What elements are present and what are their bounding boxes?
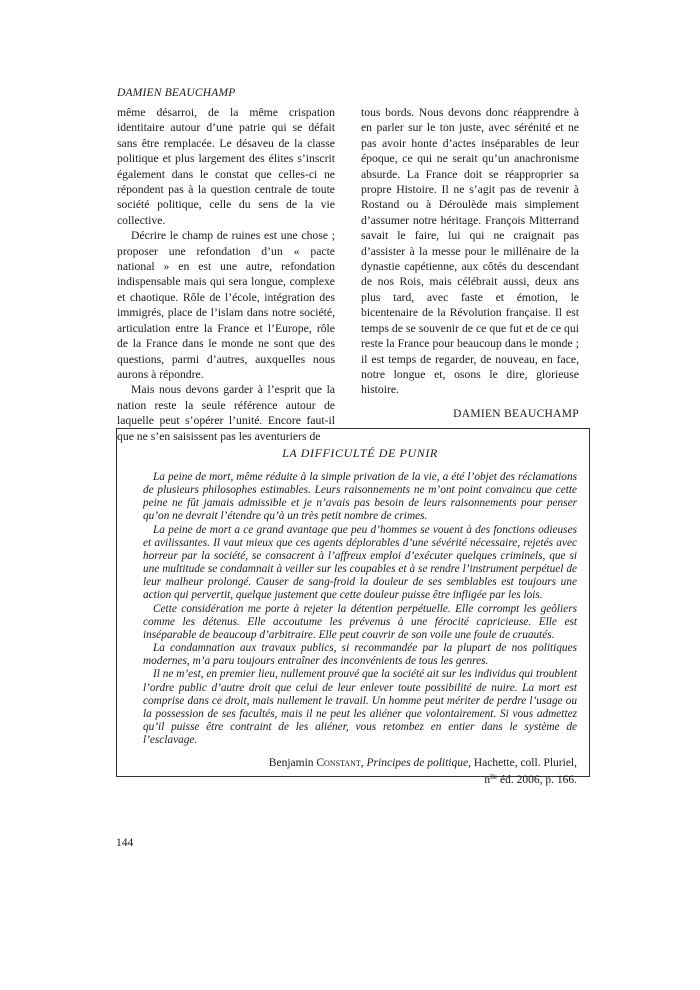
citation-edition-rest: éd. 2006, p. 166. xyxy=(500,774,577,787)
quote-paragraph: La peine de mort, même réduite à la simple privation de la vie, a été l’objet des réclamations de plusieurs philosophes estimables. Leurs raisonnements ne m’ont point convaincu que cette peine ne fût jamais admissible et je n’avais pas besoin de leurs raisonnements pour penser qu’on ne devrait l’étendre qu’à un très petit nombre de crimes. xyxy=(143,471,577,523)
citation-edition-prefix: n xyxy=(484,774,491,787)
citation-edition-sup: lle xyxy=(490,773,498,782)
quote-paragraph: Il ne m’est, en premier lieu, nullement prouvé que la société ait sur les individus qui troublent l’ordre public d’autre droit que celui de leur enlever toute possibilité de nuire. La mort est comprise dans ce droit, mais nullement le travail. Un homme peut mériter de perdre l’usage ou la possession de ses facultés, mais il ne peut les aliéner que volontairement. Si vous admettez qu’il puisse être contraint de les aliéner, vous retombez en entier dans le système de l’esclavage. xyxy=(143,668,577,747)
quote-body xyxy=(143,471,577,747)
quote-box-title: LA DIFFICULTÉ DE PUNIR xyxy=(282,446,438,460)
right-column xyxy=(361,105,579,422)
citation-author-last: Constant xyxy=(316,757,361,770)
paragraph: même désarroi, de la même crispation identitaire autour d’une patrie qui se défait sans être remplacée. Le désaveu de la classe politique et plus largement des élites s’inscrit également dans le constat que celles-ci ne répondent pas à la question centrale de toute société politique, celle du sens de la vie collective. xyxy=(117,106,335,227)
left-column xyxy=(117,105,335,444)
paragraph: Mais nous devons garder à l’esprit que la nation reste la seule référence autour de laquelle peut s’opérer l’unité. Encore faut-il que ne s’en saisissent pas les aventuriers de xyxy=(117,383,335,443)
citation-author-first: Benjamin xyxy=(268,757,314,770)
citation-line-1 xyxy=(143,756,577,770)
quote-paragraph: La condamnation aux travaux publics, si recommandée par la plupart de nos politiques modernes, m’a paru toujours entraîner des inconvénients de tous les genres. xyxy=(143,642,577,668)
author-signature: DAMIEN BEAUCHAMP xyxy=(453,407,579,420)
citation xyxy=(143,756,577,787)
paragraph: Décrire le champ de ruines est une chose ; proposer une refondation d’un « pacte national » en est une autre, refondation indispensable mais qui sera longue, complexe et chaotique. Rôle de l’école, intégration des immigrés, place de l’islam dans notre société, articulation entre la France et l’Europe, rôle de la France dans le monde ne sont que des questions, parmi d’autres, auxquelles nous aurons à répondre. xyxy=(117,229,335,381)
citation-line-2 xyxy=(143,770,577,787)
quote-paragraph: Cette considération me porte à rejeter la détention perpétuelle. Elle corrompt les geôliers comme les détenus. Elle accoutume les prévenus à une férocité capricieuse. Elle est inséparable de beaucoup d’arbitraire. Elle peut couvrir de son voile une foule de cruautés. xyxy=(143,602,577,641)
citation-book-title: Principes de politique xyxy=(366,757,469,770)
page-number: 144 xyxy=(116,837,134,849)
running-head: DAMIEN BEAUCHAMP xyxy=(117,87,236,99)
quote-paragraph: La peine de mort a ce grand avantage que peu d’hommes se vouent à des fonctions odieuses et avilissantes. Il vaut mieux que ces agents déplorables d’une sévérité nécessaire, rejetés avec horreur par la société, se consacrent à l’affreux emploi d’exécuter quelques criminels, que si une multitude se condamnait à veiller sur les coupables et à se rendre l’instrument perpétuel de leur malheur prolongé. Causer de sang-froid la douleur de ses semblables est toujours une action qui pervertit, quelque justement que cette douleur puisse être infligée par les lois. xyxy=(143,523,577,602)
citation-publisher: , Hachette, coll. Pluriel, xyxy=(468,757,577,770)
paragraph: tous bords. Nous devons donc réapprendre à en parler sur le ton juste, avec sérénité et ne pas avoir honte d’actes inséparables de leur époque, ce qui ne serait qu’un anachronisme absurde. La France doit se réapproprier sa propre Histoire. Il ne s’agit pas de revenir à Rostand ou à Déroulède mais simplement d’assumer notre héritage. François Mitterrand savait le faire, lui qui ne craignait pas d’assister à la messe pour le millénaire de la dynastie capétienne, aux côtés du descendant de nos Rois, mais célébrait aussi, deux ans plus tard, avec faste et émotion, le bicentenaire de la Révolution française. Il est temps de se souvenir de ce que fut et de ce qui reste la France pour beaucoup dans le monde ; il est temps de regarder, de nouveau, en face, notre longue et, osons le dire, glorieuse histoire. xyxy=(361,106,579,397)
citation-separator: , xyxy=(360,757,364,770)
quote-box xyxy=(116,428,590,787)
